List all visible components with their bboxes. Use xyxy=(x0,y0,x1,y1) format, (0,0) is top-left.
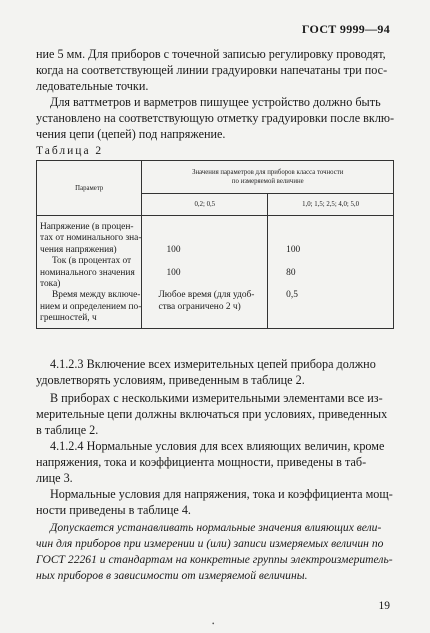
table-cell-line xyxy=(268,279,393,290)
print-mark: • xyxy=(212,620,215,628)
text-line: Нормальные условия для напряжения, тока и коэффициента мощ- xyxy=(50,487,393,501)
paragraph-normal-conditions xyxy=(36,486,394,518)
table-cell-line: чения напряжения) xyxy=(40,244,117,255)
paragraph-permitted-note xyxy=(36,520,394,584)
header-line: по измеряемой величине xyxy=(231,178,304,185)
paragraph-4-1-2-3 xyxy=(36,356,394,388)
header-accuracy-class xyxy=(142,161,394,194)
paragraph-wattmeters xyxy=(36,94,394,142)
text-line: ности приведены в таблице 4. xyxy=(36,503,191,517)
header-class-a: 0,2; 0,5 xyxy=(142,194,268,216)
table-caption: Таблица 2 xyxy=(36,145,104,157)
paragraph-4-1-2-4 xyxy=(36,438,394,486)
text-line: мерительные цепи должны включаться при условиях, приведенных xyxy=(36,407,388,421)
text-line: в таблице 2. xyxy=(36,423,99,437)
header-class-b: 1,0; 1,5; 2,5; 4,0; 5,0 xyxy=(268,194,394,216)
text-line: Допускается устанавливать нормальные значения влияющих вели- xyxy=(50,521,382,534)
paragraph-pen-adjustment xyxy=(36,46,394,94)
parameter-column xyxy=(37,216,142,329)
table-cell-line: Время между включе- xyxy=(52,290,141,301)
table-cell-line xyxy=(142,256,267,267)
table-cell-line: Ток (в процентах от xyxy=(52,256,132,267)
text-line: ние 5 мм. Для приборов с точечной записью регулировку проводят, xyxy=(36,47,386,61)
table-cell-line xyxy=(268,302,393,313)
table-cell-line xyxy=(142,279,267,290)
text-line: чения цепи (цепей) под напряжение. xyxy=(36,127,226,141)
text-line: В приборах с несколькими измерительными элементами все из- xyxy=(50,391,383,405)
table-cell-line: тока) xyxy=(40,278,61,289)
table-cell-line: Напряжение (в процен- xyxy=(40,222,134,232)
table-cell-line xyxy=(142,313,267,324)
text-line: лице 3. xyxy=(36,471,73,485)
text-line: ГОСТ 22261 и стандартам на конкретные группы электроизмеритель- xyxy=(36,553,393,566)
table-cell-value: 0,5 xyxy=(286,290,298,301)
table-cell-line xyxy=(268,256,393,267)
paragraph-multi-element xyxy=(36,390,394,438)
page-number: 19 xyxy=(378,600,390,612)
text-line: Для ваттметров и варметров пишущее устройство должно быть xyxy=(50,95,381,109)
text-line: 4.1.2.3 Включение всех измерительных цепей прибора должно xyxy=(50,357,376,371)
text-line: когда на соответствующей линии градуировки напечатаны три пос- xyxy=(36,63,388,77)
table-cell-line xyxy=(268,222,393,233)
table-2 xyxy=(36,160,394,329)
table-cell-value: 100 xyxy=(286,244,301,255)
standard-designation: ГОСТ 9999—94 xyxy=(301,22,390,36)
text-line: напряжения, тока и коэффициента мощности, приведены в таб- xyxy=(36,455,367,469)
table-cell-value: 100 xyxy=(166,244,181,255)
header-parameter: Параметр xyxy=(37,161,142,216)
text-line: ных приборов в зависимости от измеряемой величины. xyxy=(36,569,308,582)
table-cell-line xyxy=(142,233,267,244)
table-cell-line xyxy=(142,222,267,233)
text-line: 4.1.2.4 Нормальные условия для всех влияющих величин, кроме xyxy=(50,439,385,453)
table-cell-line: тах от номинального зна- xyxy=(40,233,142,244)
table-cell-value: 80 xyxy=(286,267,296,278)
text-line: установлено на соответствующую отметку градуировки после вклю- xyxy=(36,111,395,125)
class-b-column xyxy=(268,216,394,329)
table-cell-line: номинального значения xyxy=(40,267,135,278)
table-cell-value: ства ограничено 2 ч) xyxy=(158,301,241,312)
table-cell-value: Любое время (для удоб- xyxy=(158,290,255,301)
text-line: чин для приборов при измерении и (или) записи измеряемых величин по xyxy=(36,537,384,550)
table-cell-line: грешностей, ч xyxy=(40,313,97,324)
table-cell-line xyxy=(268,313,393,324)
text-line: удовлетворять условиям, приведенным в таблице 2. xyxy=(36,373,305,387)
table-cell-line xyxy=(268,233,393,244)
text-line: ледовательные точки. xyxy=(36,79,149,93)
table-cell-line: нием и определением по- xyxy=(40,301,142,312)
header-line: Значения параметров для приборов класса точности xyxy=(192,169,344,176)
class-a-column xyxy=(142,216,268,329)
table-cell-value: 100 xyxy=(166,267,181,278)
